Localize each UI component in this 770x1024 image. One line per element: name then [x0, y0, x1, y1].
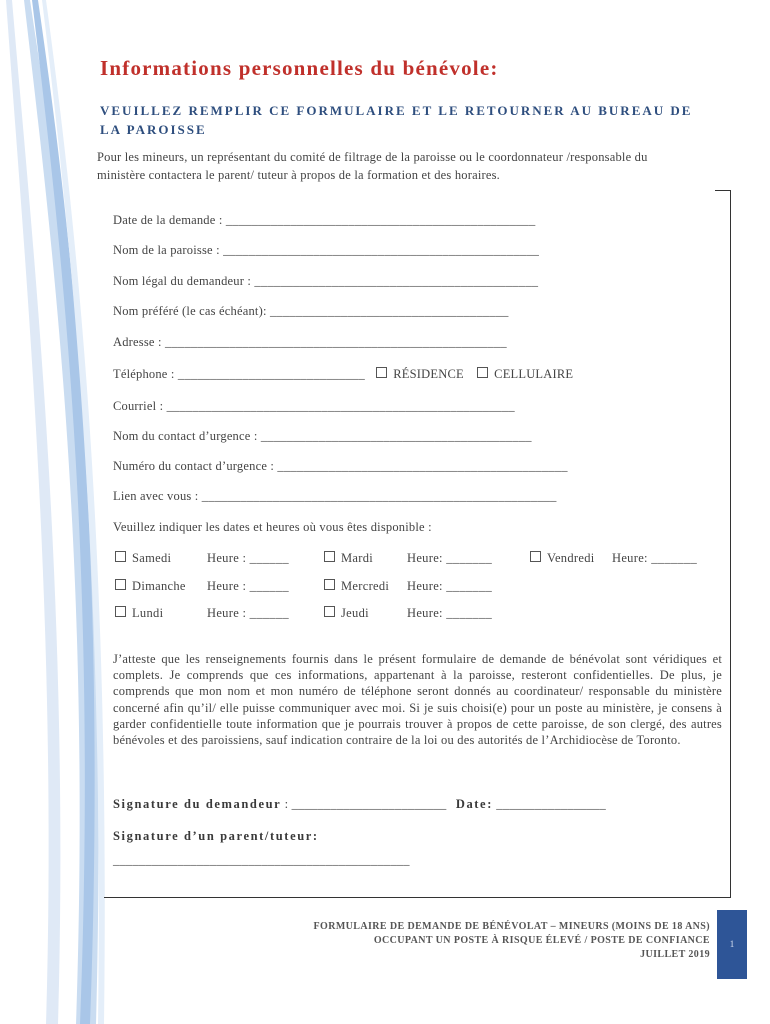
field-nom-paroisse[interactable]: Nom de la paroisse : _________________________________________________	[113, 243, 540, 257]
day-jeudi[interactable]	[324, 606, 369, 621]
form-subtitle: VEUILLEZ REMPLIR CE FORMULAIRE ET LE RETOURNER AU BUREAU DE LA PAROISSE	[100, 103, 693, 137]
availability-prompt: Veuillez indiquer les dates et heures où vous êtes disponible :	[113, 520, 432, 534]
day-mardi[interactable]	[324, 551, 373, 566]
hour-mardi[interactable]: Heure: _______	[407, 551, 493, 565]
form-box	[104, 190, 731, 898]
date-label: Date:	[455, 797, 493, 811]
hour-mercredi[interactable]: Heure: _______	[407, 579, 493, 593]
field-courriel[interactable]: Courriel : ______________________________________________________	[113, 399, 515, 413]
telephone-label[interactable]: Téléphone : _____________________________	[113, 367, 365, 381]
checkbox-icon[interactable]	[324, 579, 335, 590]
decorative-swoosh	[0, 0, 110, 1024]
day-label: Vendredi	[547, 551, 595, 565]
signature-demandeur-field[interactable]: : ________________________	[284, 797, 447, 811]
attestation-paragraph: J’atteste que les renseignements fournis dans le présent formulaire de demande de bénévolat sont véridiques et complets. Je comprends que ces informations, appartenant à la paroisse, resteront confidentielles. De plus, je comprends que mon nom et mon numéro de téléphone seront donnés au coordinateur/ responsable du ministère concerné afin qu’il/ elle puisse communiquer avec moi. Si je suis choisi(e) pour un poste au ministère, je consens à garder confidentielle toute information que je pourrais trouver à propos de cette paroisse, de son clergé, des autres bénévoles et des paroissiens, sauf indication contraire de la loi ou des autorités de l’Archidiocèse de Toronto.	[113, 652, 722, 748]
signature-parent-label	[113, 829, 319, 844]
residence-option[interactable]	[376, 367, 464, 381]
checkbox-icon[interactable]	[115, 606, 126, 617]
checkbox-icon[interactable]	[324, 551, 335, 562]
day-label: Samedi	[132, 551, 172, 565]
footer	[314, 920, 710, 962]
checkbox-icon[interactable]	[115, 579, 126, 590]
day-label: Dimanche	[132, 579, 186, 593]
checkbox-icon[interactable]	[477, 367, 488, 378]
hour-samedi[interactable]: Heure : ______	[207, 551, 289, 565]
field-adresse[interactable]: Adresse : _____________________________________________________	[113, 335, 507, 349]
hour-lundi[interactable]: Heure : ______	[207, 606, 289, 620]
signature-parent-field[interactable]: ______________________________________________	[113, 853, 410, 867]
signature-demandeur-row	[113, 797, 606, 812]
cellulaire-label: CELLULAIRE	[494, 367, 574, 381]
field-numero-urgence[interactable]: Numéro du contact d’urgence : _____________________________________________	[113, 459, 568, 473]
hour-dimanche[interactable]: Heure : ______	[207, 579, 289, 593]
checkbox-icon[interactable]	[324, 606, 335, 617]
signature-parent-text: Signature d’un parent/tuteur:	[113, 829, 319, 843]
day-lundi[interactable]	[115, 606, 163, 621]
field-telephone	[113, 367, 573, 382]
field-nom-legal[interactable]: Nom légal du demandeur : ____________________________________________	[113, 274, 539, 288]
day-label: Jeudi	[341, 606, 369, 620]
checkbox-icon[interactable]	[530, 551, 541, 562]
cellulaire-option[interactable]	[477, 367, 573, 381]
date-field[interactable]: _________________	[496, 797, 606, 811]
day-label: Mardi	[341, 551, 374, 565]
day-vendredi[interactable]	[530, 551, 595, 566]
day-label: Lundi	[132, 606, 164, 620]
field-lien[interactable]: Lien avec vous : _______________________________________________________	[113, 489, 557, 503]
intro-text: Pour les mineurs, un représentant du comité de filtrage de la paroisse ou le coordonnateur /responsable du ministère contactera le parent/ tuteur à propos de la formation et des horaires.	[97, 150, 648, 182]
footer-line-1: FORMULAIRE DE DEMANDE DE BÉNÉVOLAT – MINEURS (MOINS DE 18 ANS)	[313, 921, 710, 932]
field-contact-urgence[interactable]: Nom du contact d’urgence : __________________________________________	[113, 429, 532, 443]
checkbox-icon[interactable]	[376, 367, 387, 378]
checkbox-icon[interactable]	[115, 551, 126, 562]
form-title: Informations personnelles du bénévole:	[100, 56, 499, 80]
page-number-tab: 1	[717, 910, 747, 979]
signature-demandeur-label: Signature du demandeur	[113, 797, 282, 811]
residence-label: RÉSIDENCE	[393, 367, 464, 381]
day-mercredi[interactable]	[324, 579, 389, 594]
field-nom-prefere[interactable]: Nom préféré (le cas échéant): _____________________________________	[113, 304, 509, 318]
field-date-demande[interactable]: Date de la demande : ________________________________________________	[113, 213, 536, 227]
day-label: Mercredi	[341, 579, 390, 593]
hour-vendredi[interactable]: Heure: _______	[612, 551, 698, 565]
footer-line-3: JUILLET 2019	[640, 949, 710, 960]
hour-jeudi[interactable]: Heure: _______	[407, 606, 493, 620]
form-box-corner	[715, 190, 731, 191]
footer-line-2: OCCUPANT UN POSTE À RISQUE ÉLEVÉ / POSTE DE CONFIANCE	[373, 935, 710, 946]
day-dimanche[interactable]	[115, 579, 186, 594]
day-samedi[interactable]	[115, 551, 171, 566]
